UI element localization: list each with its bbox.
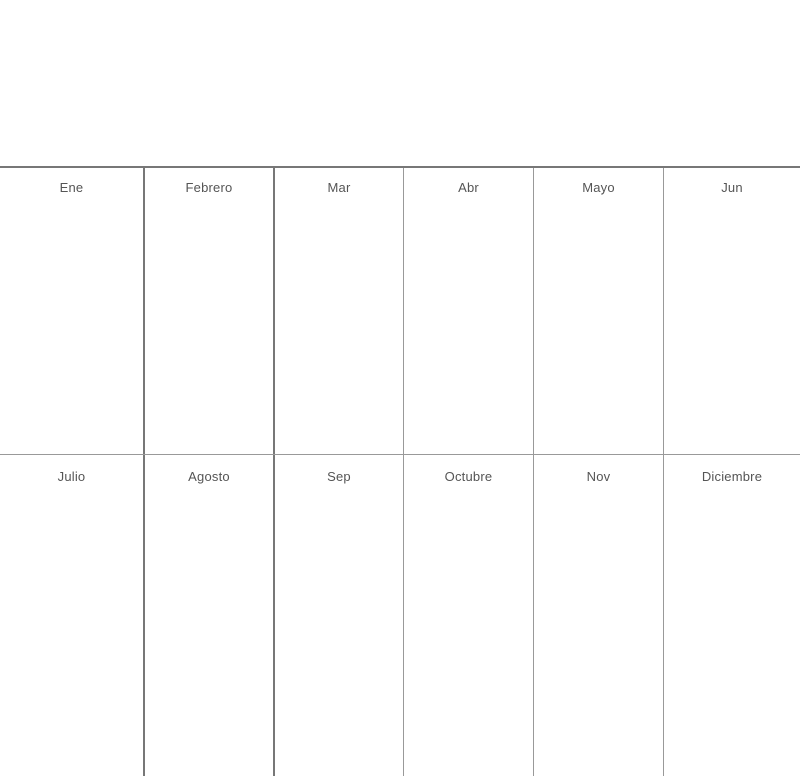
- month-label: Abr: [458, 180, 479, 195]
- month-label: Diciembre: [701, 469, 763, 484]
- month-cell-may[interactable]: [533, 168, 663, 454]
- month-label: Ene: [59, 180, 84, 195]
- month-cell-jun[interactable]: [663, 168, 800, 454]
- month-cell-sep[interactable]: [273, 455, 403, 776]
- month-label: Nov: [586, 469, 611, 484]
- month-cell-feb[interactable]: [143, 168, 273, 454]
- month-label: Julio: [57, 469, 86, 484]
- month-label: Octubre: [444, 469, 493, 484]
- month-label: Sep: [327, 469, 351, 484]
- month-label: Febrero: [185, 180, 233, 195]
- month-cell-apr[interactable]: [403, 168, 533, 454]
- month-cell-jul[interactable]: [0, 455, 143, 776]
- month-cell-oct[interactable]: [403, 455, 533, 776]
- month-cell-nov[interactable]: [533, 455, 663, 776]
- month-cell-jan[interactable]: [0, 168, 143, 454]
- month-cell-aug[interactable]: [143, 455, 273, 776]
- month-cell-mar[interactable]: [273, 168, 403, 454]
- calendar-row-2: [0, 454, 800, 776]
- calendar-row-1: [0, 168, 800, 454]
- month-label: Mar: [327, 180, 351, 195]
- year-calendar-grid: [0, 166, 800, 773]
- month-label: Agosto: [188, 469, 230, 484]
- month-cell-dec[interactable]: [663, 455, 800, 776]
- month-label: Mayo: [582, 180, 615, 195]
- month-label: Jun: [721, 180, 743, 195]
